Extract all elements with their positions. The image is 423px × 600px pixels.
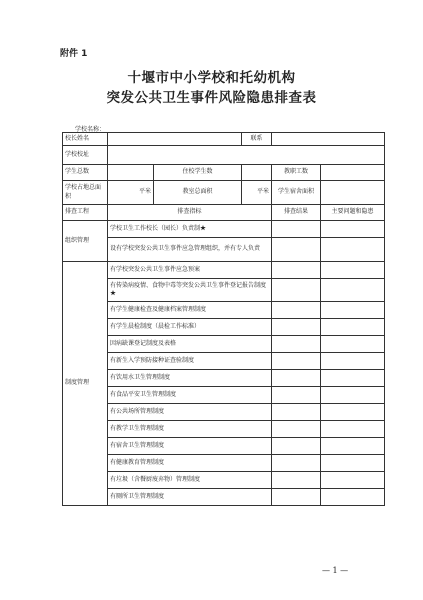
result-cell[interactable] — [272, 387, 321, 404]
total-students-label: 学生总数 — [63, 165, 108, 181]
total-students-cell[interactable] — [108, 165, 154, 181]
result-cell[interactable] — [272, 336, 321, 353]
problems-cell[interactable] — [321, 370, 385, 387]
result-cell[interactable] — [272, 370, 321, 387]
inspection-row — [63, 302, 385, 319]
site-area-unit: 平米 — [138, 188, 151, 196]
result-cell[interactable] — [272, 472, 321, 489]
inspection-row — [63, 319, 385, 336]
problems-cell[interactable] — [321, 472, 385, 489]
dorm-area-cell[interactable] — [321, 181, 385, 205]
row-address — [63, 146, 385, 165]
col-problems-header: 主要问题和隐患 — [321, 205, 385, 221]
page-number: — 1 — — [322, 566, 349, 575]
result-cell[interactable] — [272, 455, 321, 472]
inspection-row — [63, 387, 385, 404]
indicator-cell: 有公共场所管理制度 — [108, 404, 272, 421]
problems-cell[interactable] — [321, 279, 385, 302]
problems-cell[interactable] — [321, 262, 385, 279]
inspection-form-table — [62, 132, 385, 506]
boarding-students-label: 住校学生数 — [154, 165, 242, 181]
problems-cell[interactable] — [321, 319, 385, 336]
result-cell[interactable] — [272, 238, 321, 262]
school-address-cell[interactable] — [108, 146, 385, 165]
indicator-cell: 有学校突发公共卫生事件应急预案 — [108, 262, 272, 279]
school-name-label: 学校名称： — [75, 126, 106, 133]
problems-cell[interactable] — [321, 238, 385, 262]
inspection-row — [63, 238, 385, 262]
indicator-cell: 有传染病疫情、食物中毒等突发公共卫生事件登记报告制度★ — [108, 279, 272, 302]
indicator-cell: 有垃圾（含餐厨废弃物）管理制度 — [108, 472, 272, 489]
result-cell[interactable] — [272, 319, 321, 336]
problems-cell[interactable] — [321, 387, 385, 404]
result-cell[interactable] — [272, 438, 321, 455]
inspection-row — [63, 421, 385, 438]
contact-label: 联系 — [242, 133, 272, 146]
indicator-cell: 有学生晨检制度（晨检工作标准） — [108, 319, 272, 336]
inspection-row — [63, 262, 385, 279]
document-title-line2: 突发公共卫生事件风险隐患排查表 — [106, 90, 317, 106]
inspection-row — [63, 221, 385, 238]
inspection-row — [63, 404, 385, 421]
problems-cell[interactable] — [321, 489, 385, 506]
inspection-row — [63, 489, 385, 506]
inspection-row — [63, 353, 385, 370]
col-category-header: 排查工程 — [63, 205, 108, 221]
result-cell[interactable] — [272, 421, 321, 438]
result-cell[interactable] — [272, 279, 321, 302]
indicator-cell: 有厕所卫生管理制度 — [108, 489, 272, 506]
indicator-cell: 有饮用水卫生管理制度 — [108, 370, 272, 387]
row-areas — [63, 181, 385, 205]
header-row — [63, 205, 385, 221]
problems-cell[interactable] — [321, 438, 385, 455]
indicator-cell: 有新生入学预防接种证查验制度 — [108, 353, 272, 370]
inspection-row — [63, 279, 385, 302]
result-cell[interactable] — [272, 489, 321, 506]
building-area-label: 教室总面积 — [154, 181, 242, 205]
indicator-cell: 因病缺课登记制度及表格 — [108, 336, 272, 353]
boarding-students-cell[interactable] — [242, 165, 272, 181]
principal-name-cell[interactable] — [108, 133, 242, 146]
total-staff-cell[interactable] — [321, 165, 385, 181]
indicator-cell: 有学生健康检查及健康档案管理制度 — [108, 302, 272, 319]
site-area-label: 学校占地总面积 — [63, 181, 108, 205]
inspection-row — [63, 472, 385, 489]
problems-cell[interactable] — [321, 421, 385, 438]
problems-cell[interactable] — [321, 302, 385, 319]
document-title-line1: 十堰市中小学校和托幼机构 — [127, 70, 296, 86]
result-cell[interactable] — [272, 404, 321, 421]
problems-cell[interactable] — [321, 221, 385, 238]
contact-cell[interactable] — [272, 133, 385, 146]
school-address-label: 学校校址 — [63, 146, 108, 165]
indicator-cell: 有教学卫生管理制度 — [108, 421, 272, 438]
result-cell[interactable] — [272, 221, 321, 238]
result-cell[interactable] — [272, 353, 321, 370]
problems-cell[interactable] — [321, 336, 385, 353]
col-result-header: 排查结果 — [272, 205, 321, 221]
total-staff-label: 教职工数 — [272, 165, 321, 181]
row-principal — [63, 133, 385, 146]
inspection-row — [63, 336, 385, 353]
inspection-row — [63, 370, 385, 387]
problems-cell[interactable] — [321, 404, 385, 421]
inspection-row — [63, 438, 385, 455]
indicator-cell: 有食品平安卫生管理制度 — [108, 387, 272, 404]
problems-cell[interactable] — [321, 353, 385, 370]
problems-cell[interactable] — [321, 455, 385, 472]
site-area-cell[interactable] — [108, 181, 154, 205]
col-indicator-header: 排查指标 — [108, 205, 272, 221]
building-area-cell[interactable] — [242, 181, 272, 205]
indicator-cell: 学校卫生工作校长（园长）负责制★ — [108, 221, 272, 238]
result-cell[interactable] — [272, 302, 321, 319]
indicator-cell: 设有学校突发公共卫生事件应急管理组织，并有专人负责 — [108, 238, 272, 262]
row-counts — [63, 165, 385, 181]
dorm-area-label: 学生宿舍面积 — [272, 181, 321, 205]
principal-name-label: 校长姓名 — [63, 133, 108, 146]
attachment-label: 附件 1 — [60, 49, 88, 59]
building-area-unit: 平米 — [257, 188, 270, 196]
inspection-row — [63, 455, 385, 472]
indicator-cell: 有健康教育管理制度 — [108, 455, 272, 472]
result-cell[interactable] — [272, 262, 321, 279]
category-cell: 制度管理 — [63, 262, 108, 506]
indicator-cell: 有宿舍卫生管理制度 — [108, 438, 272, 455]
category-cell: 组织管理 — [63, 221, 108, 262]
